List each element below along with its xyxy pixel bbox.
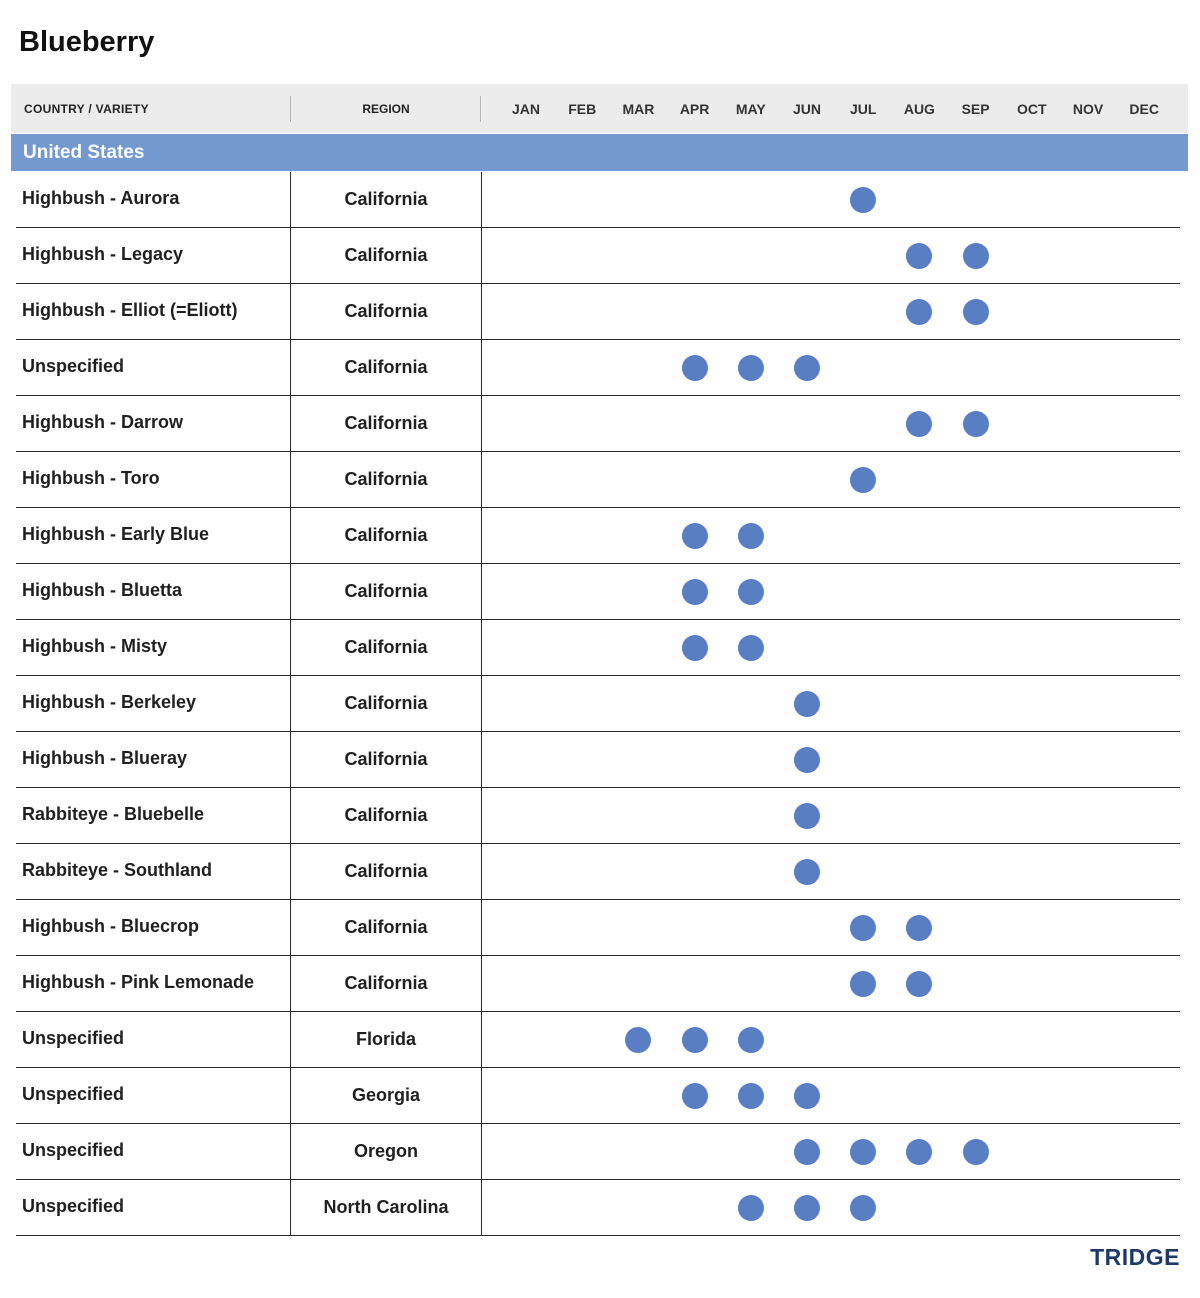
region-label: California xyxy=(344,637,428,657)
region-label: California xyxy=(344,581,428,601)
variety-label: Highbush - Aurora xyxy=(22,188,180,208)
season-dot-aug xyxy=(906,243,932,269)
table-row xyxy=(0,340,1200,396)
season-dot-jul xyxy=(850,467,876,493)
table-row xyxy=(0,228,1200,284)
season-dot-apr xyxy=(682,1083,708,1109)
variety-label: Unspecified xyxy=(22,1028,125,1048)
region-label: Oregon xyxy=(353,1141,418,1161)
table-row xyxy=(0,452,1200,508)
season-dot-may xyxy=(738,1195,764,1221)
season-dot-aug xyxy=(906,411,932,437)
season-dot-jul xyxy=(850,971,876,997)
variety-label: Highbush - Bluecrop xyxy=(22,916,199,936)
month-header-feb: FEB xyxy=(568,101,597,117)
season-dot-jul xyxy=(850,1139,876,1165)
variety-label: Highbush - Berkeley xyxy=(22,692,197,712)
month-header-jun: JUN xyxy=(792,101,821,117)
month-header-sep: SEP xyxy=(961,101,990,117)
season-dot-may xyxy=(738,523,764,549)
table-row xyxy=(0,676,1200,732)
table-row xyxy=(0,732,1200,788)
season-dot-jun xyxy=(794,355,820,381)
season-dot-apr xyxy=(682,1027,708,1053)
column-header-region: REGION xyxy=(362,102,410,116)
season-dot-jun xyxy=(794,1139,820,1165)
table-row xyxy=(0,956,1200,1012)
season-dot-jun xyxy=(794,691,820,717)
season-dot-apr xyxy=(682,355,708,381)
month-header-aug: AUG xyxy=(903,101,935,117)
table-row xyxy=(0,900,1200,956)
month-header-apr: APR xyxy=(679,101,710,117)
season-dot-apr xyxy=(682,579,708,605)
region-label: California xyxy=(344,693,428,713)
region-label: California xyxy=(344,917,428,937)
season-dot-aug xyxy=(906,915,932,941)
region-label: Florida xyxy=(355,1029,416,1049)
month-header-mar: MAR xyxy=(622,101,655,117)
season-dot-jul xyxy=(850,1195,876,1221)
region-label: California xyxy=(344,189,428,209)
variety-label: Highbush - Bluetta xyxy=(22,580,182,600)
header-divider xyxy=(480,96,481,122)
table-row xyxy=(0,844,1200,900)
season-dot-jun xyxy=(794,1083,820,1109)
season-dot-jun xyxy=(794,747,820,773)
table-row xyxy=(0,172,1200,228)
variety-label: Unspecified xyxy=(22,1196,125,1216)
table-header xyxy=(11,84,1188,133)
region-label: California xyxy=(344,805,428,825)
chart-title: Blueberry xyxy=(19,26,155,58)
region-label: Georgia xyxy=(351,1085,421,1105)
variety-label: Rabbiteye - Bluebelle xyxy=(22,804,205,824)
season-dot-aug xyxy=(906,971,932,997)
month-header-may: MAY xyxy=(735,101,766,117)
season-dot-sep xyxy=(963,411,989,437)
group-header-united-states xyxy=(11,134,1188,171)
column-divider-months xyxy=(481,172,482,1236)
season-dot-apr xyxy=(682,635,708,661)
region-label: California xyxy=(344,973,428,993)
season-dot-sep xyxy=(963,243,989,269)
season-dot-jul xyxy=(850,187,876,213)
season-dot-jun xyxy=(794,803,820,829)
season-dot-may xyxy=(738,355,764,381)
tridge-logo: TRIDGE xyxy=(1090,1244,1180,1270)
season-dot-jun xyxy=(794,859,820,885)
season-dot-aug xyxy=(906,1139,932,1165)
season-dot-jul xyxy=(850,915,876,941)
month-header-nov: NOV xyxy=(1072,101,1104,117)
variety-label: Unspecified xyxy=(22,1084,125,1104)
group-name: United States xyxy=(23,142,145,163)
month-header-dec: DEC xyxy=(1129,101,1159,117)
region-label: California xyxy=(344,245,428,265)
variety-label: Unspecified xyxy=(22,356,125,376)
season-dot-aug xyxy=(906,299,932,325)
region-label: California xyxy=(344,301,428,321)
table-row xyxy=(0,1068,1200,1124)
variety-label: Highbush - Early Blue xyxy=(22,524,210,544)
variety-label: Highbush - Elliot (=Eliott) xyxy=(22,300,238,320)
row-divider xyxy=(16,1235,1180,1236)
region-label: California xyxy=(344,413,428,433)
month-header-jan: JAN xyxy=(511,101,540,117)
season-dot-may xyxy=(738,1083,764,1109)
variety-label: Highbush - Legacy xyxy=(22,244,184,264)
column-header-country-variety: COUNTRY / VARIETY xyxy=(24,102,149,116)
variety-label: Highbush - Toro xyxy=(22,468,160,488)
variety-label: Highbush - Misty xyxy=(22,636,167,656)
variety-label: Highbush - Blueray xyxy=(22,748,188,768)
table-row xyxy=(0,564,1200,620)
region-label: California xyxy=(344,525,428,545)
season-dot-may xyxy=(738,1027,764,1053)
table-row xyxy=(0,1124,1200,1180)
region-label: North Carolina xyxy=(323,1197,449,1217)
season-dot-mar xyxy=(625,1027,651,1053)
variety-label: Unspecified xyxy=(22,1140,125,1160)
table-row xyxy=(0,788,1200,844)
season-dot-sep xyxy=(963,1139,989,1165)
variety-label: Rabbiteye - Southland xyxy=(22,860,213,880)
region-label: California xyxy=(344,749,428,769)
table-row xyxy=(0,1012,1200,1068)
season-dot-may xyxy=(738,635,764,661)
column-divider-region xyxy=(290,172,291,1236)
season-dot-apr xyxy=(682,523,708,549)
month-header-jul: JUL xyxy=(849,101,877,117)
table-row xyxy=(0,396,1200,452)
region-label: California xyxy=(344,357,428,377)
variety-label: Highbush - Darrow xyxy=(22,412,183,432)
season-dot-sep xyxy=(963,299,989,325)
month-header-oct: OCT xyxy=(1017,101,1047,117)
variety-label: Highbush - Pink Lemonade xyxy=(22,972,255,992)
table-row xyxy=(0,508,1200,564)
season-dot-may xyxy=(738,579,764,605)
region-label: California xyxy=(344,469,428,489)
region-label: California xyxy=(344,861,428,881)
table-row xyxy=(0,284,1200,340)
table-row xyxy=(0,620,1200,676)
table-row xyxy=(0,1180,1200,1236)
season-dot-jun xyxy=(794,1195,820,1221)
